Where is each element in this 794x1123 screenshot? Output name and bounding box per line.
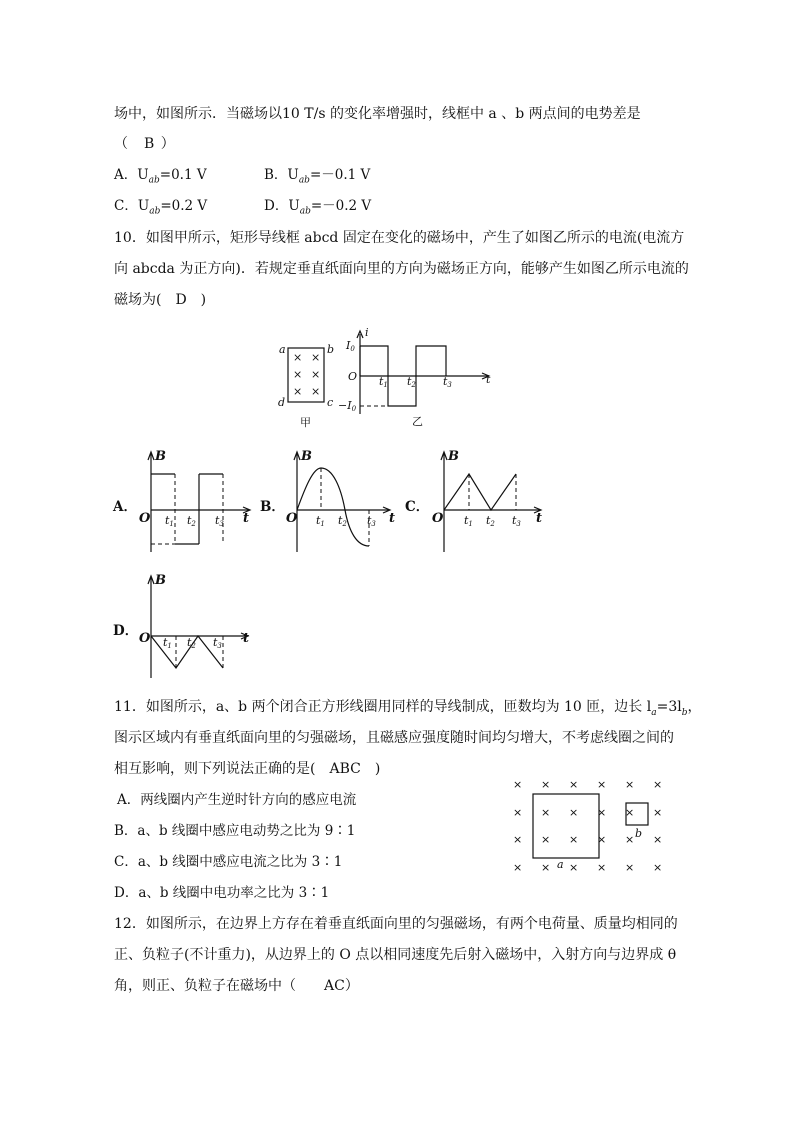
field-cross: × — [625, 833, 635, 846]
q10-line3: 磁场为( D ) — [114, 292, 207, 308]
q10-option-d-label: D． — [113, 623, 139, 639]
jia-field-crosses — [293, 351, 320, 398]
svg-text:t1: t1 — [163, 636, 172, 650]
field-cross: × — [541, 861, 551, 874]
field-cross: × — [513, 806, 523, 819]
q10-figure-yi — [340, 326, 500, 430]
field-crosses — [513, 778, 662, 874]
field-cross: × — [541, 833, 551, 846]
q11-line3: 相互影响，则下列说法正确的是( ABC ) — [114, 761, 381, 777]
svg-text:t: t — [389, 511, 396, 526]
field-cross: × — [653, 861, 663, 874]
svg-text:t3: t3 — [215, 514, 224, 528]
svg-text:B: B — [301, 449, 312, 464]
jia-label-d: d — [278, 396, 286, 409]
svg-text:t: t — [486, 373, 491, 386]
q11-option-b: B．a、b 线圈中感应电动势之比为 9∶1 — [114, 823, 356, 839]
field-cross: × — [569, 833, 579, 846]
svg-text:×: × — [293, 368, 303, 381]
svg-text:−I0: −I0 — [338, 399, 357, 413]
svg-text:t1: t1 — [379, 375, 388, 389]
field-cross: × — [513, 861, 523, 874]
svg-text:×: × — [311, 368, 321, 381]
jia-label-b: b — [327, 343, 335, 356]
svg-text:t: t — [243, 631, 250, 646]
field-cross: × — [625, 806, 635, 819]
q10-line2: 向 abcda 为正方向)．若规定垂直纸面向里的方向为磁场正方向，能够产生如图乙所示电流的 — [114, 261, 689, 277]
yi-caption: 乙 — [412, 415, 423, 428]
field-cross: × — [513, 778, 523, 791]
svg-text:t3: t3 — [367, 514, 376, 528]
q11-option-d: D．a、b 线圈中电功率之比为 3∶1 — [114, 885, 330, 901]
svg-text:×: × — [293, 351, 303, 364]
field-cross: × — [569, 778, 579, 791]
jia-caption: 甲 — [300, 416, 311, 429]
q10-graph-b — [283, 448, 403, 558]
field-cross: × — [513, 833, 523, 846]
field-cross: × — [653, 778, 663, 791]
coil-a — [533, 794, 599, 858]
svg-text:t2: t2 — [338, 514, 347, 528]
q10-graph-d — [135, 572, 255, 682]
q9-answer: （ B ） — [114, 136, 176, 152]
svg-text:t3: t3 — [443, 375, 452, 389]
field-cross: × — [597, 861, 607, 874]
svg-text:O: O — [432, 511, 444, 526]
field-cross: × — [653, 833, 663, 846]
field-cross: × — [569, 861, 579, 874]
svg-text:t3: t3 — [213, 636, 222, 650]
q10-option-a-label: A． — [113, 499, 137, 515]
svg-text:B: B — [155, 449, 166, 464]
field-cross: × — [597, 778, 607, 791]
svg-text:×: × — [311, 351, 321, 364]
svg-text:t1: t1 — [316, 514, 325, 528]
svg-text:B: B — [448, 449, 459, 464]
field-cross: × — [569, 806, 579, 819]
field-cross: × — [597, 806, 607, 819]
svg-text:O: O — [348, 370, 358, 383]
coil-b-label: b — [635, 827, 643, 840]
q11-option-c: C．a、b 线圈中感应电流之比为 3∶1 — [114, 854, 343, 870]
svg-text:×: × — [293, 385, 303, 398]
svg-text:O: O — [139, 511, 151, 526]
q10-option-b-label: B． — [260, 499, 285, 515]
field-cross: × — [597, 833, 607, 846]
svg-text:i: i — [365, 326, 369, 339]
q12-line3: 角，则正、负粒子在磁场中（ AC） — [114, 978, 359, 994]
q9-option-d: D．$U_{ab}=-0.2$ V — [264, 198, 372, 217]
field-cross: × — [625, 861, 635, 874]
svg-text:B: B — [155, 573, 166, 588]
svg-text:I0: I0 — [346, 339, 355, 353]
svg-text:t1: t1 — [165, 514, 174, 528]
q9-option-c: C．$U_{ab}=0.2$ V — [114, 198, 208, 217]
svg-text:t2: t2 — [486, 514, 495, 528]
svg-text:O: O — [286, 511, 298, 526]
q11-figure — [505, 774, 675, 878]
field-cross: × — [541, 778, 551, 791]
svg-text:×: × — [311, 385, 321, 398]
svg-text:t2: t2 — [187, 636, 196, 650]
svg-text:t: t — [536, 511, 543, 526]
svg-text:t2: t2 — [187, 514, 196, 528]
field-cross: × — [541, 806, 551, 819]
coil-a-label: a — [557, 858, 564, 871]
svg-text:t: t — [243, 511, 250, 526]
q10-graph-a — [135, 448, 255, 558]
q11-option-a: A．两线圈内产生逆时针方向的感应电流 — [117, 792, 357, 808]
jia-label-a: a — [279, 343, 286, 356]
q9-option-b: B．$U_{ab}=-0.1$ V — [264, 167, 371, 186]
q9-line1: 场中，如图所示．当磁场以10 T/s 的变化率增强时，线框中 a 、b 两点间的电势差是 — [114, 106, 641, 122]
q11-line1: 11．如图所示，a、b 两个闭合正方形线圈用同样的导线制成，匝数均为 10 匝，边长 $l_a=3l_b$， — [114, 699, 702, 718]
jia-label-c: c — [327, 396, 334, 409]
q10-option-c-label: C． — [405, 499, 430, 515]
field-cross: × — [625, 778, 635, 791]
svg-text:t3: t3 — [512, 514, 521, 528]
q11-line2: 图示区域内有垂直纸面向里的匀强磁场，且磁感应强度随时间均匀增大，不考虑线圈之间的 — [114, 730, 674, 746]
field-cross: × — [653, 806, 663, 819]
q9-option-a: A．$U_{ab}=0.1$ V — [114, 167, 207, 186]
q10-graph-c — [428, 448, 548, 558]
q12-line2: 正、负粒子(不计重力)，从边界上的 O 点以相同速度先后射入磁场中，入射方向与边界成 θ — [114, 947, 677, 963]
svg-text:t2: t2 — [407, 375, 416, 389]
svg-text:O: O — [139, 631, 151, 646]
q12-line1: 12．如图所示，在边界上方存在着垂直纸面向里的匀强磁场，有两个电荷量、质量均相同的 — [114, 916, 678, 932]
q10-line1: 10．如图甲所示，矩形导线框 abcd 固定在变化的磁场中，产生了如图乙所示的电流(电流方 — [114, 230, 685, 246]
q10-figure-jia — [276, 340, 336, 430]
svg-text:t1: t1 — [464, 514, 473, 528]
